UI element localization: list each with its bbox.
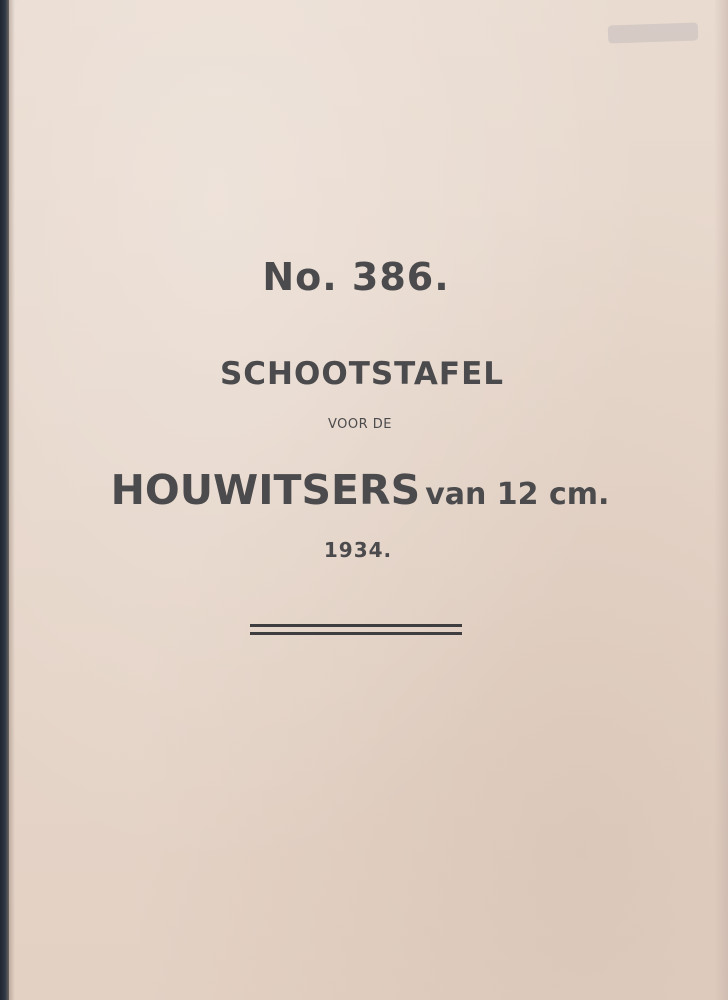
double-rule-top [250, 624, 462, 627]
faded-stamp [608, 22, 699, 43]
document-number: No. 386. [262, 255, 450, 299]
document-year: 1934. [323, 538, 393, 562]
document-heading: SCHOOTSTAFEL [219, 356, 505, 392]
preposition-text: VOOR DE [327, 417, 393, 432]
subject-tail: van 12 cm. [425, 477, 610, 512]
double-rule-bottom [250, 632, 462, 635]
subject-main: HOUWITSERS [110, 466, 421, 514]
document-subject [0, 466, 724, 514]
